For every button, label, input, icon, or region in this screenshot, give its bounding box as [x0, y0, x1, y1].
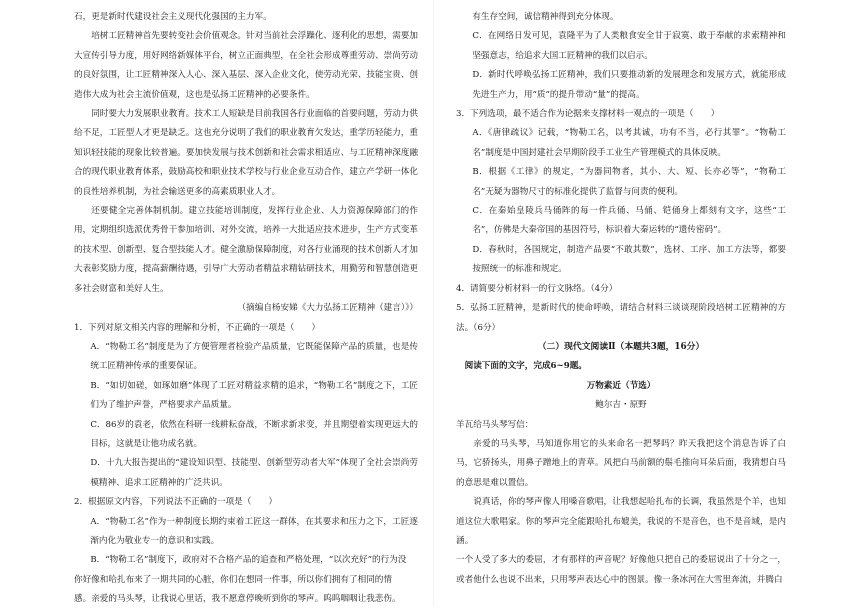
right-column — [456, 0, 786, 590]
question-1: 1．下列对原文相关内容的理解和分析，不正确的一项是（ ） — [74, 322, 321, 333]
question-1-option-b: B．“如切如磋，如琢如磨”体现了工匠对精益求精的追求，“物勒工名”制度之下，工匠们为了维护声誉，严格要求产品质量。 — [90, 380, 418, 411]
question-2-option-c: C．在网络日发可见，袁隆平为了人类粮食安全甘于寂寞、敢于奉献的求索精神和坚强意志，给追求大国工匠精神的我们以启示。 — [472, 31, 786, 61]
left-column — [74, 0, 418, 610]
question-3: 3．下列选项，最不适合作为论据来支撑材料一观点的一项是（ ） — [456, 109, 720, 120]
question-2-option-d: D．新时代呼唤弘扬工匠精神，我们只要推动新的发展理念和发展方式，就能形成先进生产力，用“质”的提升带动“量”的提高。 — [472, 70, 786, 100]
question-2-option-b: B．“物勒工名”制度下，政府对不合格产品的追查和严格处理，“以次充好”的行为没 — [90, 555, 407, 566]
question-3-option-d: D．春秋时，各国规定，制造产品要“不敢其数”，选材、工序、加工方法等，都要按照统一的标准和规定。 — [472, 244, 786, 275]
option-b-continued: 有生存空间，诚信精神得到充分体现。 — [472, 12, 619, 22]
page-fold — [433, 0, 434, 607]
question-2: 2．根据原文内容，下列说法不正确的一项是（ ） — [74, 497, 278, 508]
question-1-option-a: A．“物勒工名”制度是为了方便管理者检验产品质量，它既能保障产品的质量，也是传统工匠精神传承的重要保证。 — [90, 341, 418, 372]
paragraph: 说真话，你的琴声像人用嗓音歌唱，让我想起哈扎布的长调，我虽然是个羊，也知道这位大歌唱家。你的琴声完全能跟哈扎布媲美，我说的不是音色，也不是音域，是内涵。 — [456, 497, 786, 546]
question-2-option-a: A．“物勒工名”作为一种制度长期约束着工匠这一群体，在其要求和压力之下，工匠逐渐内化为敬业专一的意识和实践。 — [90, 516, 418, 546]
paragraph: 一个人受了多大的委屈，才有那样的声音呢？好像他只把自己的委屈说出了十分之一，或者他什么也说不出来，只用琴声表达心中的图景。像一条冰河在大雪里奔流，并腾白 — [456, 555, 786, 585]
paragraph: 你好像和哈扎布来了一期共同的心脏，你们在想同一件事，所以你们拥有了相同的情 — [74, 574, 392, 585]
reading-instruction: 阅读下面的文字，完成6~9题。 — [464, 361, 587, 372]
source-citation: （摘编自杨安娣《大力弘扬工匠精神（建言）》） — [237, 303, 418, 314]
article-author: 鲍尔吉・原野 — [595, 400, 647, 411]
paragraph: 感。亲爱的马头琴，让我说心里话，我不愿意停晚听到你的琴声。呜呜咽咽让我悲伤。 — [74, 594, 401, 605]
paragraph: 石，更是新时代建设社会主义现代化强国的主力军。 — [74, 12, 272, 22]
paragraph: 亲爱的马头琴，马知道你用它的头来命名一把琴吗？昨天我把这个消息告诉了白马，它骄扬头，用鼻子蹭地上的青草。风把白马前额的鬃毛推向耳朵后面，我猜想白马的意思是难以置信。 — [456, 438, 786, 488]
question-3-option-b: B．根据《工律》的规定，“为器同物者，其小、大、短、长亦必等”，“物勒工名”无疑为器物尺寸的标准化提供了监督与问责的便利。 — [472, 167, 786, 197]
question-5: 5．弘扬工匠精神，是新时代的使命呼唤，请结合材料三谈谈现阶段培树工匠精神的方法。（6分） — [456, 303, 786, 333]
question-3-option-a: A．《唐律疏议》记载，“物勒工名，以考其诚，功有不当，必行其罪”。“物勒工名”制度是中国封建社会早期阶段手工业生产管理模式的具体反映。 — [472, 128, 786, 158]
letter-salutation: 羊瓦给马头琴写信： — [456, 419, 534, 430]
article-title: 万物素近（节选） — [586, 380, 656, 391]
paragraph: 同时要大力发展职业教育。技术工人短缺是目前我国各行业面临的首要问题，劳动力供给不足，工匠型人才更是缺乏。这也充分说明了我们的职业教育欠发达，重学历轻能力，重知识轻技能的现象比较普遍。要加快发展与技术创新和社会需求相适应、与工匠精神深度融合的现代职业教育体系，鼓励高校和职业技术学校与行业企业互动合作，建立产学研一体化的良性培养机制，为社会输送更多的高素质职业人才。 — [74, 109, 418, 197]
question-4: 4．请简要分析材料一的行文脉络。（4分） — [456, 283, 618, 294]
question-1-option-c: C．86岁的袁老，依然在科研一线耕耘奋战，不断求新求变，并且期望着实现更远大的目标，这就是让他功成名就。 — [90, 419, 418, 449]
section-heading: （二）现代文阅读Ⅱ（本题共3题，16分） — [537, 341, 705, 352]
paragraph: 还要健全完善体制机制。建立技能培训制度，发挥行业企业、人力资源保障部门的作用，定期组织选派优秀骨干参加培训、对外交流，培养一大批适应技术进步，生产方式变革的技术型、创新型、复合型技能人才。健全激励保障制度，对各行业涌现的技术创新人才加大表彰奖励力度，提高薪酬待遇，引导广大劳动者精益求精钻研技术，用勤劳和智慧创造更多社会财富和美好人生。 — [74, 206, 418, 294]
question-3-option-c: C．在秦始皇陵兵马俑阵的每一件兵俑、马俑、铠俑身上都刻有文字，这些“工名”，仿佛是大秦帝国的基因符号，标识着大秦运转的“遗传密码”。 — [472, 206, 786, 236]
paragraph: 培树工匠精神首先要转变社会价值观念。针对当前社会浮躁化、逐利化的思想，需要加大宣传引导力度，用好网络新媒体平台，树立正面典型，在全社会形成尊重劳动、崇尚劳动的良好氛围，让工匠精神深入人心、深入基层、深入企业文化，使劳动光荣、技能宝贵、创造伟大成为社会主流价值观，这也是弘扬工匠精神的必要条件。 — [74, 31, 418, 100]
question-1-option-d: D．十九大报告提出的“建设知识型、技能型、创新型劳动者大军”体现了全社会崇尚劳模精神、追求工匠精神的广泛共识。 — [90, 458, 418, 488]
